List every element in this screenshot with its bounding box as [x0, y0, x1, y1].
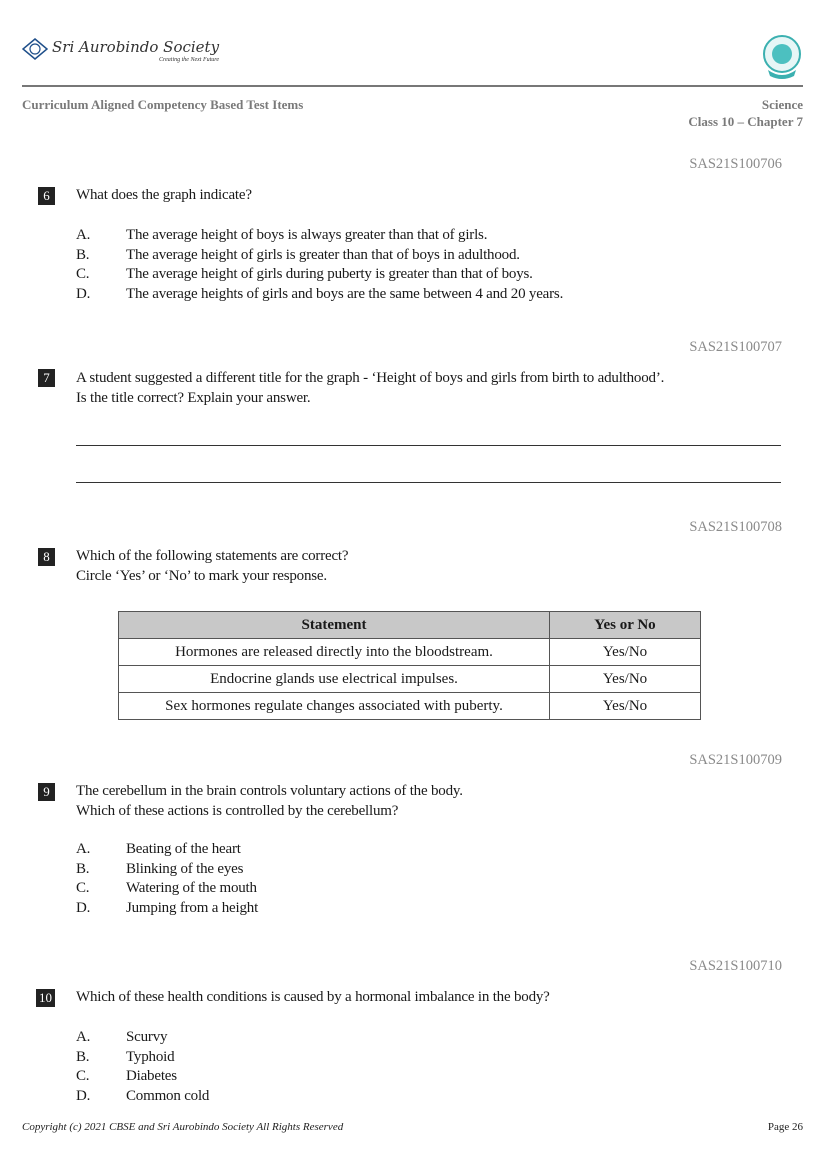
option-a[interactable]: A. Beating of the heart — [76, 841, 241, 857]
yes-no-choice[interactable]: Yes/No — [550, 693, 701, 720]
option-list — [76, 226, 563, 304]
table-row: Sex hormones regulate changes associated with puberty. Yes/No — [119, 693, 701, 720]
table-row: Endocrine glands use electrical impulses. Yes/No — [119, 666, 701, 693]
question-text: Which of the following statements are correct? Circle ‘Yes’ or ‘No’ to mark your response. — [76, 548, 349, 584]
option-d[interactable]: D. Common cold — [76, 1087, 210, 1104]
page-number: Page 26 — [767, 1121, 803, 1133]
question-number: 7 — [38, 369, 55, 387]
option-d[interactable]: D. Jumping from a height — [76, 899, 259, 916]
option-list — [76, 840, 258, 918]
cbse-seal-icon — [762, 34, 802, 80]
question-code: SAS21S100707 — [689, 339, 782, 355]
question-text: What does the graph indicate? — [76, 187, 252, 203]
question-number: 10 — [36, 989, 55, 1007]
yes-no-choice[interactable]: Yes/No — [550, 639, 701, 666]
question-code: SAS21S100708 — [689, 519, 782, 535]
document-series-title: Curriculum Aligned Competency Based Test Items — [22, 97, 304, 112]
copyright-notice: Copyright (c) 2021 CBSE and Sri Aurobindo Society All Rights Reserved — [22, 1121, 344, 1133]
question-text: A student suggested a different title for the graph - ‘Height of boys and girls from birth to adulthood’. Is the title correct? Explain your answer. — [76, 370, 665, 406]
sri-aurobindo-society-logo — [22, 38, 219, 64]
option-a[interactable]: A. Scurvy — [76, 1029, 168, 1045]
column-header-statement: Statement — [119, 612, 550, 639]
table-row: Hormones are released directly into the bloodstream. Yes/No — [119, 639, 701, 666]
answer-line[interactable] — [76, 445, 781, 446]
option-b[interactable]: B. The average height of girls is greater than that of boys in adulthood. — [76, 246, 520, 263]
header-rule — [22, 85, 803, 87]
option-c[interactable]: C. The average height of girls during puberty is greater than that of boys. — [76, 266, 533, 282]
logo-name: Sri Aurobindo Society — [52, 38, 220, 56]
column-header-yes-no: Yes or No — [550, 612, 701, 639]
question-number: 8 — [38, 548, 55, 566]
question-text: Which of these health conditions is caused by a hormonal imbalance in the body? — [76, 989, 550, 1005]
statement-table — [118, 611, 701, 720]
question-code: SAS21S100709 — [689, 752, 782, 768]
option-d[interactable]: D. The average heights of girls and boys are the same between 4 and 20 years. — [76, 285, 564, 302]
question-code: SAS21S100710 — [689, 958, 782, 974]
option-c[interactable]: C. Watering of the mouth — [76, 880, 257, 896]
logo-emblem-icon — [22, 38, 48, 60]
option-b[interactable]: B. Blinking of the eyes — [76, 860, 244, 877]
question-number: 6 — [38, 187, 55, 205]
option-c[interactable]: C. Diabetes — [76, 1068, 177, 1084]
subject-label: Science — [761, 97, 803, 112]
question-number: 9 — [38, 783, 55, 801]
class-chapter-label: Class 10 – Chapter 7 — [688, 114, 803, 129]
option-b[interactable]: B. Typhoid — [76, 1048, 175, 1065]
logo-tagline: Creating the Next Future — [159, 57, 220, 63]
option-a[interactable]: A. The average height of boys is always greater than that of girls. — [76, 227, 488, 243]
question-text: The cerebellum in the brain controls voluntary actions of the body. Which of these actions is controlled by the cerebellum? — [76, 783, 463, 819]
yes-no-choice[interactable]: Yes/No — [550, 666, 701, 693]
question-code: SAS21S100706 — [689, 156, 782, 172]
option-list — [76, 1028, 209, 1106]
answer-line[interactable] — [76, 482, 781, 483]
